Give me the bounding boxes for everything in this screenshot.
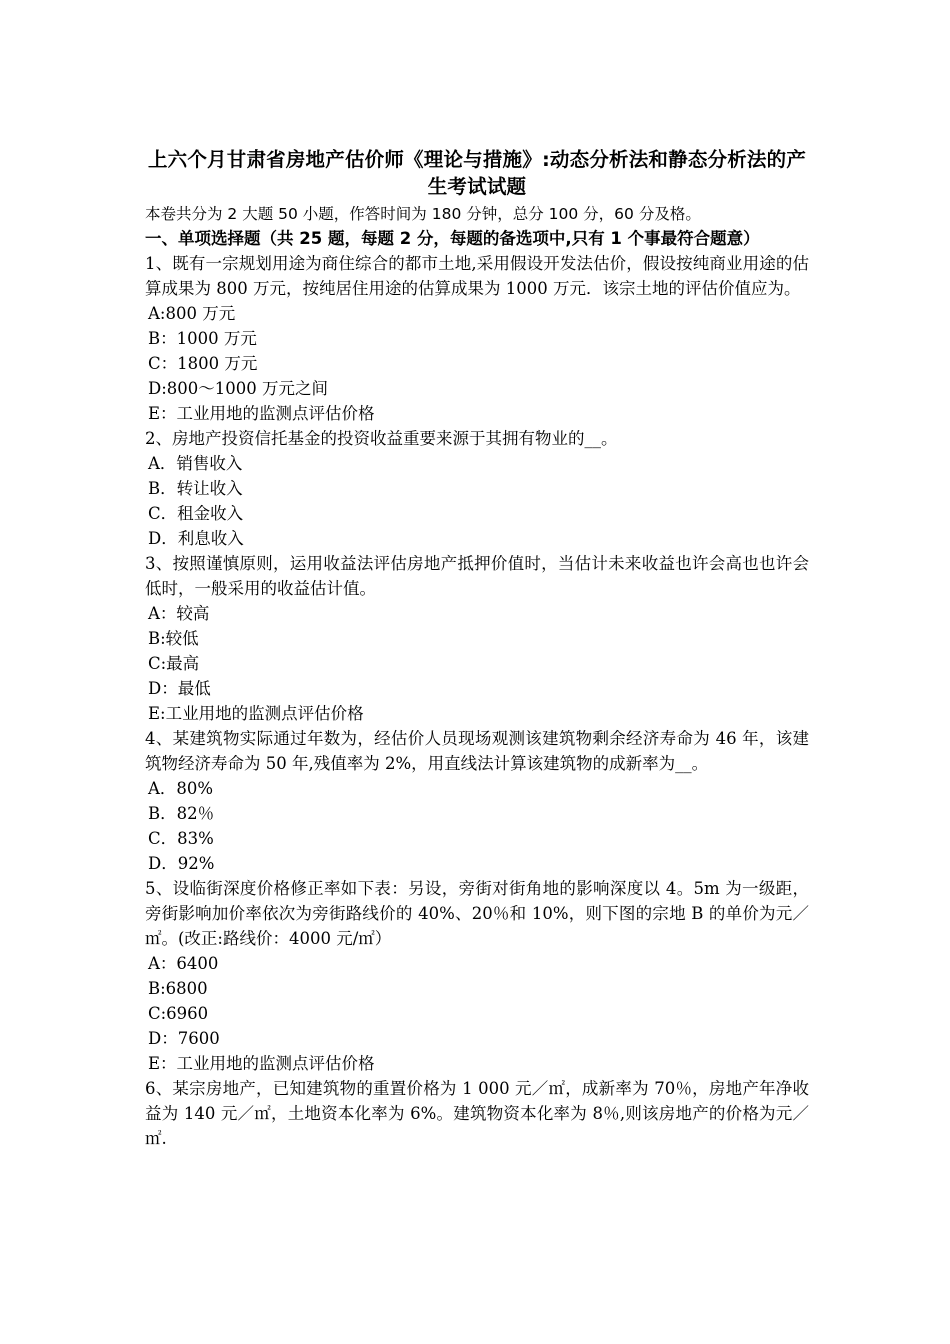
option-a: A．80% xyxy=(148,779,214,798)
exam-intro: 本卷共分为 2 大题 50 小题，作答时间为 180 分钟，总分 100 分，60 分及格。 xyxy=(145,205,701,223)
option-c: C:最高 xyxy=(148,654,200,673)
option-a: A:800 万元 xyxy=(148,304,236,323)
option-d: D：7600 xyxy=(148,1029,220,1048)
question-text: 5、设临街深度价格修正率如下表：另设，旁街对街角地的影响深度以 4。5m 为一级距，旁街影响加价率依次为旁街路线价的 40%、20％和 10%，则下图的宗地 B 的单价为元／㎡。(改正:路线价：4000 元/㎡） xyxy=(145,879,809,948)
option-a: A．销售收入 xyxy=(148,454,243,473)
question-2 xyxy=(145,426,809,551)
option-b: B．转让收入 xyxy=(148,479,243,498)
option-a: A：6400 xyxy=(148,954,219,973)
option-e: E：工业用地的监测点评估价格 xyxy=(148,1054,375,1073)
option-c: C：1800 万元 xyxy=(148,354,258,373)
question-text: 2、房地产投资信托基金的投资收益重要来源于其拥有物业的__。 xyxy=(145,429,618,448)
option-b: B：1000 万元 xyxy=(148,329,257,348)
option-d: D．92% xyxy=(148,854,215,873)
option-c: C．83% xyxy=(148,829,214,848)
question-3 xyxy=(145,551,809,726)
section-heading: 一、单项选择题（共 25 题，每题 2 分，每题的备选项中,只有 1 个事最符合题意） xyxy=(145,229,760,248)
question-5 xyxy=(145,876,809,1076)
question-6 xyxy=(145,1076,809,1151)
document-title: 上六个月甘肃省房地产估价师《理论与措施》:动态分析法和静态分析法的产生考试试题 xyxy=(147,148,807,198)
option-b: B．82％ xyxy=(148,804,215,823)
option-c: C:6960 xyxy=(148,1004,209,1023)
question-1 xyxy=(145,251,809,426)
option-a: A：较高 xyxy=(148,604,210,623)
document-page xyxy=(145,146,809,1151)
option-d: D:800～1000 万元之间 xyxy=(148,379,329,398)
option-b: B:较低 xyxy=(148,629,199,648)
option-d: D．利息收入 xyxy=(148,529,244,548)
question-text: 1、既有一宗规划用途为商住综合的都市土地,采用假设开发法估价，假设按纯商业用途的估算成果为 800 万元，按纯居住用途的估算成果为 1000 万元．该宗土地的评估价值应为。 xyxy=(145,254,809,298)
question-text: 6、某宗房地产，已知建筑物的重置价格为 1 000 元／㎡，成新率为 70％，房地产年净收益为 140 元／㎡，土地资本化率为 6%。建筑物资本化率为 8％,则该房地产的价格为元／㎡. xyxy=(145,1079,809,1148)
option-c: C．租金收入 xyxy=(148,504,244,523)
question-4 xyxy=(145,726,809,876)
option-d: D：最低 xyxy=(148,679,211,698)
question-text: 3、按照谨慎原则，运用收益法评估房地产抵押价值时，当估计未来收益也许会高也也许会低时，一般采用的收益估计值。 xyxy=(145,554,809,598)
option-e: E：工业用地的监测点评估价格 xyxy=(148,404,375,423)
question-text: 4、某建筑物实际通过年数为，经估价人员现场观测该建筑物剩余经济寿命为 46 年，该建筑物经济寿命为 50 年,残值率为 2%，用直线法计算该建筑物的成新率为__。 xyxy=(145,729,809,773)
option-e: E:工业用地的监测点评估价格 xyxy=(148,704,364,723)
option-b: B:6800 xyxy=(148,979,208,998)
